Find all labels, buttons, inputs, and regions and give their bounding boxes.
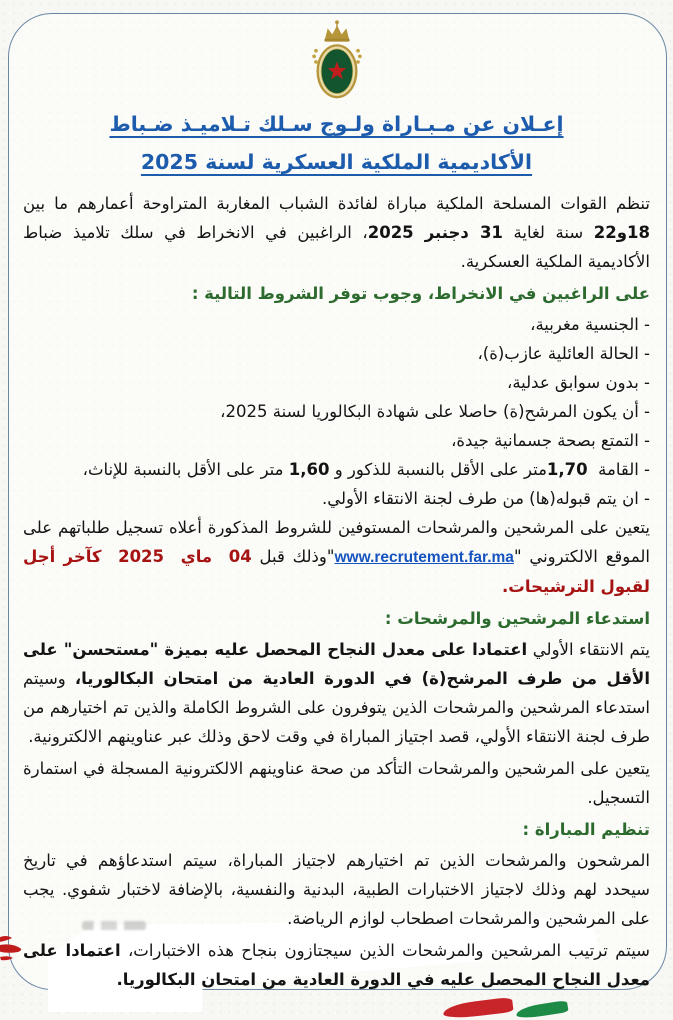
condition-item: - أن يكون المرشح(ة) حاصلا على شهادة البكالوريا لسنة 2025، [220,402,650,421]
age-range-value: 18و22 [593,223,650,242]
ranking-text-1: سيتم ترتيب المرشحين والمرشحات الذين سيجتازون بنجاح هذه الاختبارات، [120,941,650,960]
recruitment-website-link[interactable]: www.recrutement.far.ma [334,549,514,566]
registration-deadline-value: 04 ماي 2025 كآخر أجل لقبول الترشيحات. [17,547,650,596]
convocation-text-2: وسيتم استدعاء المرشحين والمرشحات الذين يتوفرون على الشروط الكاملة والذين تم اختيارهم من طرف لجنة الانتقاء الأولي، قصد اجتياز المباراة في وقت لاحق وذلك عبر عناوينهم الالكترونية. [23,669,650,746]
intro-text-1: تنظم القوات المسلحة الملكية مباراة لفائدة الشباب المغاربة المتراوحة أعمارهم ما بين [23,194,650,213]
condition-item: - ان يتم قبوله(ها) من طرف لجنة الانتقاء الأولي. [322,489,650,508]
condition-item-height [23,455,650,484]
height-text-3: متر على الأقل بالنسبة للإناث، [82,460,289,479]
convocation-paragraph-1 [23,635,650,751]
height-female-value: 1,60 [288,460,330,479]
title-line-2: الأكاديمية الملكية العسكرية لسنة 2025 [140,150,533,174]
green-ribbon-decoration [515,1000,568,1020]
intro-paragraph [23,189,650,276]
document-content [8,13,665,988]
height-text-1: - القامة [587,460,650,479]
intro-text-2: سنة لغاية [502,223,594,242]
birth-deadline-value: 31 دجنبر 2025 [367,223,503,242]
height-male-value: 1,70 [546,460,588,479]
quote-open: " [513,547,522,566]
registration-text-2: وذلك قبل [251,547,327,566]
red-ribbon-decoration [442,997,513,1020]
royal-military-crest-icon [308,19,366,103]
registration-paragraph [17,513,650,601]
red-brush-mark-decoration [0,930,40,972]
title-line-1: إعـلان عن مـبـاراة ولـوج سـلك تـلاميـذ ضـباط [109,112,564,136]
height-text-2: متر على الأقل بالنسبة للذكور و [329,460,547,479]
intro-text-3: ، الراغبين في الانخراط في سلك تلاميذ ضباط الأكاديمية الملكية العسكرية. [23,223,650,271]
organization-heading: تنظيم المباراة : [522,820,650,839]
convocation-heading: استدعاء المرشحين والمرشحات : [384,609,650,628]
condition-item: - الجنسية مغربية، [530,315,650,334]
registration-text-1: يتعين على المرشحين والمرشحات المستوفين للشروط المذكورة أعلاه تسجيل طلباتهم على الموقع الالكتروني [23,518,650,566]
organization-paragraph-1: المرشحون والمرشحات الذين تم اختيارهم لاجتياز المباراة، سيتم استدعاؤهم في تاريخ سيحدد لهم وذلك لاجتياز الاختبارات الطبية، البدنية والنفسية، بالإضافة لاختبار شفوي. يجب على المرشحين والمرشحات اصطحاب لوازم الرياضة. [23,851,650,928]
page-title [23,105,650,181]
organization-paragraph-2 [23,936,650,994]
conditions-list [23,310,650,513]
document-body [17,189,651,994]
ranking-bold-criteria: اعتمادا على معدل النجاح المحصل عليه في الدورة العادية من امتحان البكالوريا. [23,941,650,989]
condition-item: - الحالة العائلية عازب(ة)، [477,344,650,363]
convocation-paragraph-2: يتعين على المرشحين والمرشحات التأكد من صحة عناوينهم الالكترونية المسجلة في استمارة التسجيل. [23,759,650,807]
condition-item: - التمتع بصحة جسمانية جيدة، [451,431,650,450]
conditions-heading: على الراغبين في الانخراط، وجوب توفر الشروط التالية : [191,284,650,303]
quote-close: " [326,547,335,566]
convocation-text-1: يتم الانتقاء الأولي [527,640,651,659]
condition-item: - بدون سوابق عدلية، [507,373,650,392]
convocation-bold-criteria: اعتمادا على معدل النجاح المحصل عليه بميزة "مستحسن" على الأقل من طرف المرشح(ة) في الدورة العادية من امتحان البكالوريا، [23,640,651,688]
